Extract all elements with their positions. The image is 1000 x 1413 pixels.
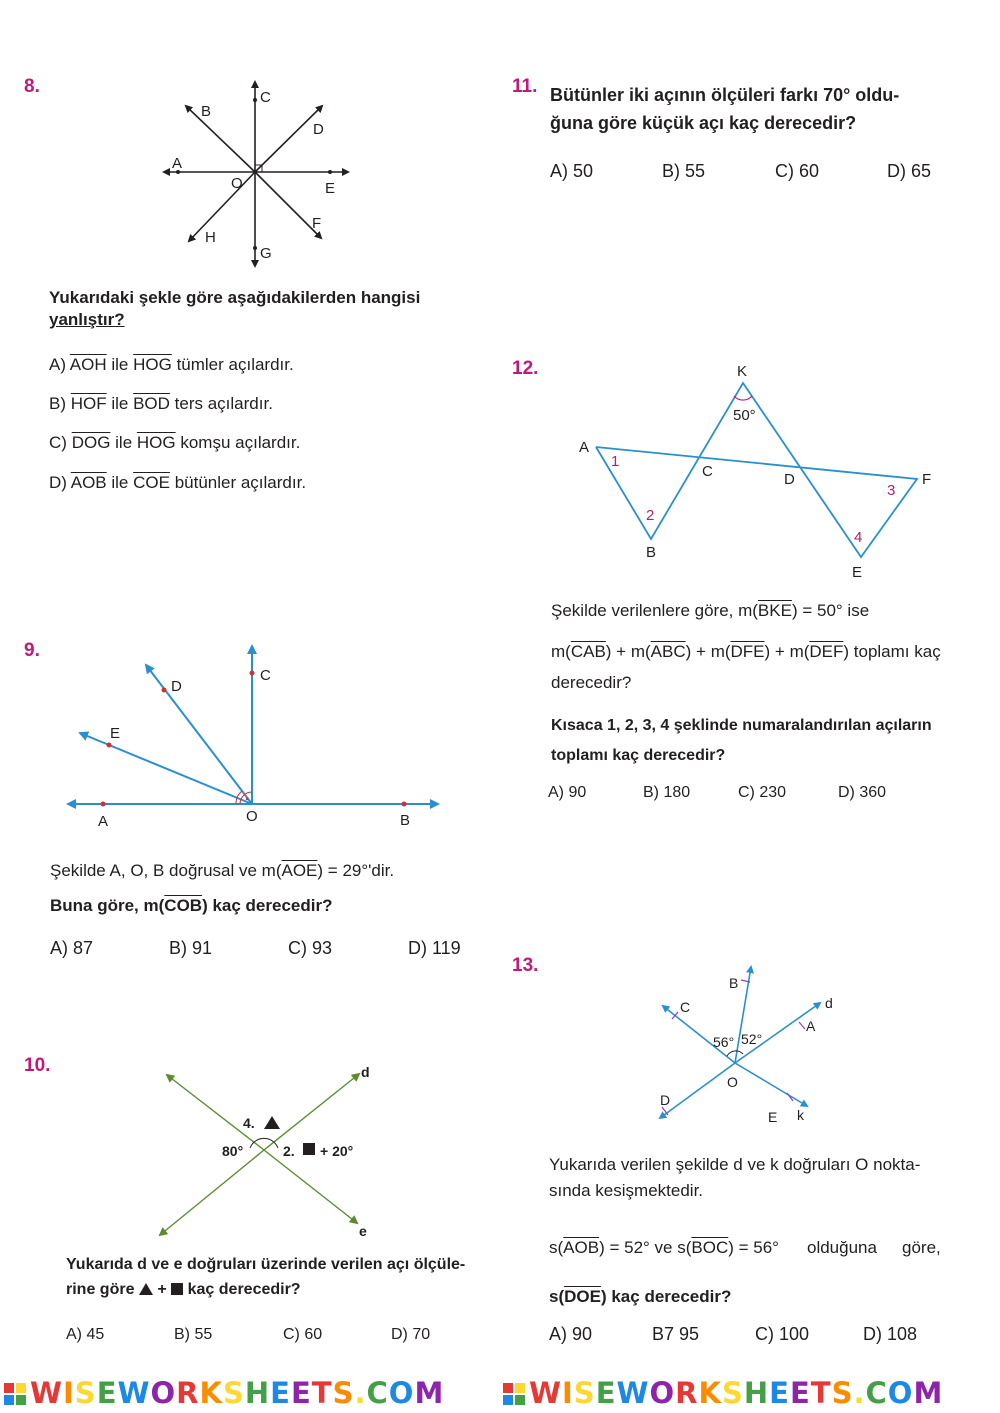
q13-label-o: O <box>727 1074 738 1090</box>
q12-label-e: E <box>852 564 863 581</box>
q8-prompt <box>49 287 420 331</box>
q12-option-d[interactable]: D) 360 <box>838 784 887 801</box>
q12-label-k: K <box>737 363 748 380</box>
q10-label-d: d <box>361 1064 370 1080</box>
q10-option-c[interactable]: C) 60 <box>283 1326 323 1343</box>
q9-label-o: O <box>246 808 258 825</box>
square-icon <box>303 1143 315 1155</box>
q13-option-c[interactable]: C) 100 <box>755 1324 810 1344</box>
wise-logo-icon <box>503 1383 525 1405</box>
q12-option-c[interactable]: C) 230 <box>738 784 787 801</box>
q13-condition: $s(\overline{AOB}) = 52^\circ$ ve $s(\overline{BOC}) = 56^\circ$ olduğuna göre, <box>549 1238 941 1257</box>
q13-label-c: C <box>680 999 691 1015</box>
q9-option-a[interactable]: A) 87 <box>50 938 94 958</box>
q8-label-a: A <box>172 155 183 172</box>
q9-option-c[interactable]: C) 93 <box>288 938 333 958</box>
q11-number: 11. <box>512 76 538 97</box>
q9-number: 9. <box>24 640 40 661</box>
q12-label-d: D <box>784 471 795 488</box>
q12-line3: derecedir? <box>551 673 632 692</box>
q8-label-c: C <box>260 89 271 106</box>
q9-label-c: C <box>260 667 271 684</box>
footer-brand-1: WISEWORKSHEETS.COM <box>30 1376 445 1410</box>
q13-label-a: A <box>806 1018 816 1034</box>
q10-label-right-pre: 2. <box>283 1143 295 1159</box>
q10-label-left: 80° <box>222 1143 244 1159</box>
angle-notation: $\overline{HOG}$ <box>136 433 176 452</box>
q12-label-b: B <box>646 544 657 561</box>
q12-label-f: F <box>922 471 932 488</box>
q12-option-a[interactable]: A) 90 <box>548 784 587 801</box>
q13-label-k: k <box>797 1107 804 1123</box>
q8-label-d: D <box>313 121 324 138</box>
q10-option-d[interactable]: D) 70 <box>391 1326 431 1343</box>
q13-number: 13. <box>512 955 539 976</box>
angle-notation: $\overline{DEF}$ <box>809 642 844 661</box>
square-icon <box>171 1283 183 1295</box>
q13-prompt: Yukarıda verilen şekilde d ve k doğruları O nokta- sında kesişmektedir. <box>549 1155 921 1200</box>
angle-notation: $\overline{DOE}$ <box>564 1287 601 1306</box>
q12-statement: Şekilde verilenlere göre, $m(\overline{BKE}) = 50^\circ$ ise <box>551 601 870 620</box>
angle-notation: $\overline{AOH}$ <box>69 355 107 374</box>
q8-number: 8. <box>24 76 40 97</box>
q8-label-f: F <box>312 215 322 232</box>
q8-label-g: G <box>260 245 272 262</box>
q13-angle-2: 52° <box>741 1031 763 1047</box>
q12-number: 12. <box>512 358 539 379</box>
q9-option-d[interactable]: D) 119 <box>408 938 461 958</box>
q10-option-a[interactable]: A) 45 <box>66 1326 105 1343</box>
q10-figure <box>150 1060 380 1240</box>
angle-notation: $\overline{COE}$ <box>133 473 170 492</box>
q8-label-b: B <box>201 103 212 120</box>
q12-angle-k: 50° <box>733 407 756 424</box>
wise-logo-icon <box>4 1383 26 1405</box>
q12-sum-expression: $m(\overline{CAB}) + m(\overline{ABC}) + m(\overline{DFE}) + m(\overline{DEF})$ toplamı kaç <box>551 642 941 661</box>
angle-notation: $\overline{HOF}$ <box>70 394 107 413</box>
angle-notation: $\overline{AOE}$ <box>281 861 318 880</box>
q11-option-b[interactable]: B) 55 <box>662 161 706 181</box>
q13-angle-1: 56° <box>713 1034 735 1050</box>
q13-option-d[interactable]: D) 108 <box>863 1324 918 1344</box>
q8-option-a[interactable]: A) $\overline{AOH}$ ile $\overline{HOG}$ tümler açılardır. <box>49 355 294 374</box>
q10-number: 10. <box>24 1055 51 1076</box>
triangle-icon <box>139 1283 153 1295</box>
q12-option-b[interactable]: B) 180 <box>643 784 691 801</box>
q9-label-b: B <box>400 812 411 829</box>
q12-label-a: A <box>579 439 590 456</box>
q13-label-e: E <box>768 1109 778 1125</box>
q11-option-a[interactable]: A) 50 <box>550 161 594 181</box>
angle-notation: $\overline{CAB}$ <box>570 642 606 661</box>
angle-notation: $\overline{BKE}$ <box>757 601 792 620</box>
q8-label-h: H <box>205 229 216 246</box>
q13-label-b: B <box>729 975 739 991</box>
q12-label-c: C <box>702 463 713 480</box>
q12-figure <box>570 360 940 585</box>
q12-num-3: 3 <box>887 482 896 499</box>
q9-statement: Şekilde A, O, B doğrusal ve $m(\overline{AOE}) = 29^\circ'dir$. <box>50 861 395 880</box>
q8-label-o: O <box>231 175 243 192</box>
q12-sub-question: Kısaca 1, 2, 3, 4 şeklinde numaralandırılan açıların toplamı kaç derecedir? <box>551 717 932 764</box>
q10-label-top: 4. <box>243 1115 255 1131</box>
q11-option-c[interactable]: C) 60 <box>775 161 820 181</box>
angle-notation: $\overline{ABC}$ <box>650 642 686 661</box>
q10-option-b[interactable]: B) 55 <box>174 1326 213 1343</box>
q9-label-a: A <box>98 813 109 830</box>
q12-num-1: 1 <box>611 453 620 470</box>
angle-notation: $\overline{AOB}$ <box>563 1238 600 1257</box>
angle-notation: $\overline{BOC}$ <box>691 1238 729 1257</box>
q10-label-right-post: + 20° <box>320 1143 354 1159</box>
q12-num-2: 2 <box>646 507 655 524</box>
q9-option-b[interactable]: B) 91 <box>169 938 213 958</box>
q11-option-d[interactable]: D) 65 <box>887 161 932 181</box>
q8-figure <box>150 80 350 270</box>
angle-notation: $\overline{BOD}$ <box>133 394 170 413</box>
q8-prompt-line1: Yukarıdaki şekle göre aşağıdakilerden hangisi <box>49 288 421 307</box>
q13-question: $s(\overline{DOE})$ kaç derecedir? <box>549 1287 732 1306</box>
angle-notation: $\overline{DFE}$ <box>730 642 765 661</box>
q10-prompt: Yukarıda d ve e doğruları üzerinde verilen açı ölçüle- rine göre + kaç derecedir? <box>66 1256 466 1298</box>
angle-notation: $\overline{AOB}$ <box>70 473 107 492</box>
q9-label-d: D <box>171 678 182 695</box>
q8-option-b[interactable]: B) $\overline{HOF}$ ile $\overline{BOD}$ ters açılardır. <box>49 394 273 413</box>
q13-label-d-line: d <box>825 995 833 1011</box>
q13-label-d: D <box>660 1092 671 1108</box>
q13-figure <box>650 960 850 1130</box>
q11-prompt: Bütünler iki açının ölçüleri farkı 70° oldu- ğuna göre küçük açı kaç derecedir? <box>550 85 900 133</box>
q13-option-b[interactable]: B7 95 <box>652 1324 700 1344</box>
angle-notation: $\overline{HOG}$ <box>133 355 172 374</box>
q9-question: Buna göre, $m(\overline{COB})$ kaç derecedir? <box>50 896 333 915</box>
footer-brand-2: WISEWORKSHEETS.COM <box>529 1376 944 1410</box>
q8-option-c[interactable]: C) $\overline{DOG}$ ile $\overline{HOG}$ komşu açılardır. <box>49 433 301 452</box>
q12-num-4: 4 <box>854 529 863 546</box>
q8-label-e: E <box>325 180 336 197</box>
angle-notation: $\overline{COB}$ <box>164 896 203 915</box>
q9-label-e: E <box>110 725 121 742</box>
q8-option-d[interactable]: D) $\overline{AOB}$ ile $\overline{COE}$ bütünler açılardır. <box>49 473 307 492</box>
q10-label-e: e <box>359 1223 367 1239</box>
q9-figure <box>60 640 450 830</box>
triangle-icon <box>264 1116 280 1129</box>
angle-notation: $\overline{DOG}$ <box>71 433 111 452</box>
q13-option-a[interactable]: A) 90 <box>549 1324 593 1344</box>
footer-watermark <box>0 1376 1000 1413</box>
q8-prompt-line2: yanlıştır? <box>49 310 125 329</box>
